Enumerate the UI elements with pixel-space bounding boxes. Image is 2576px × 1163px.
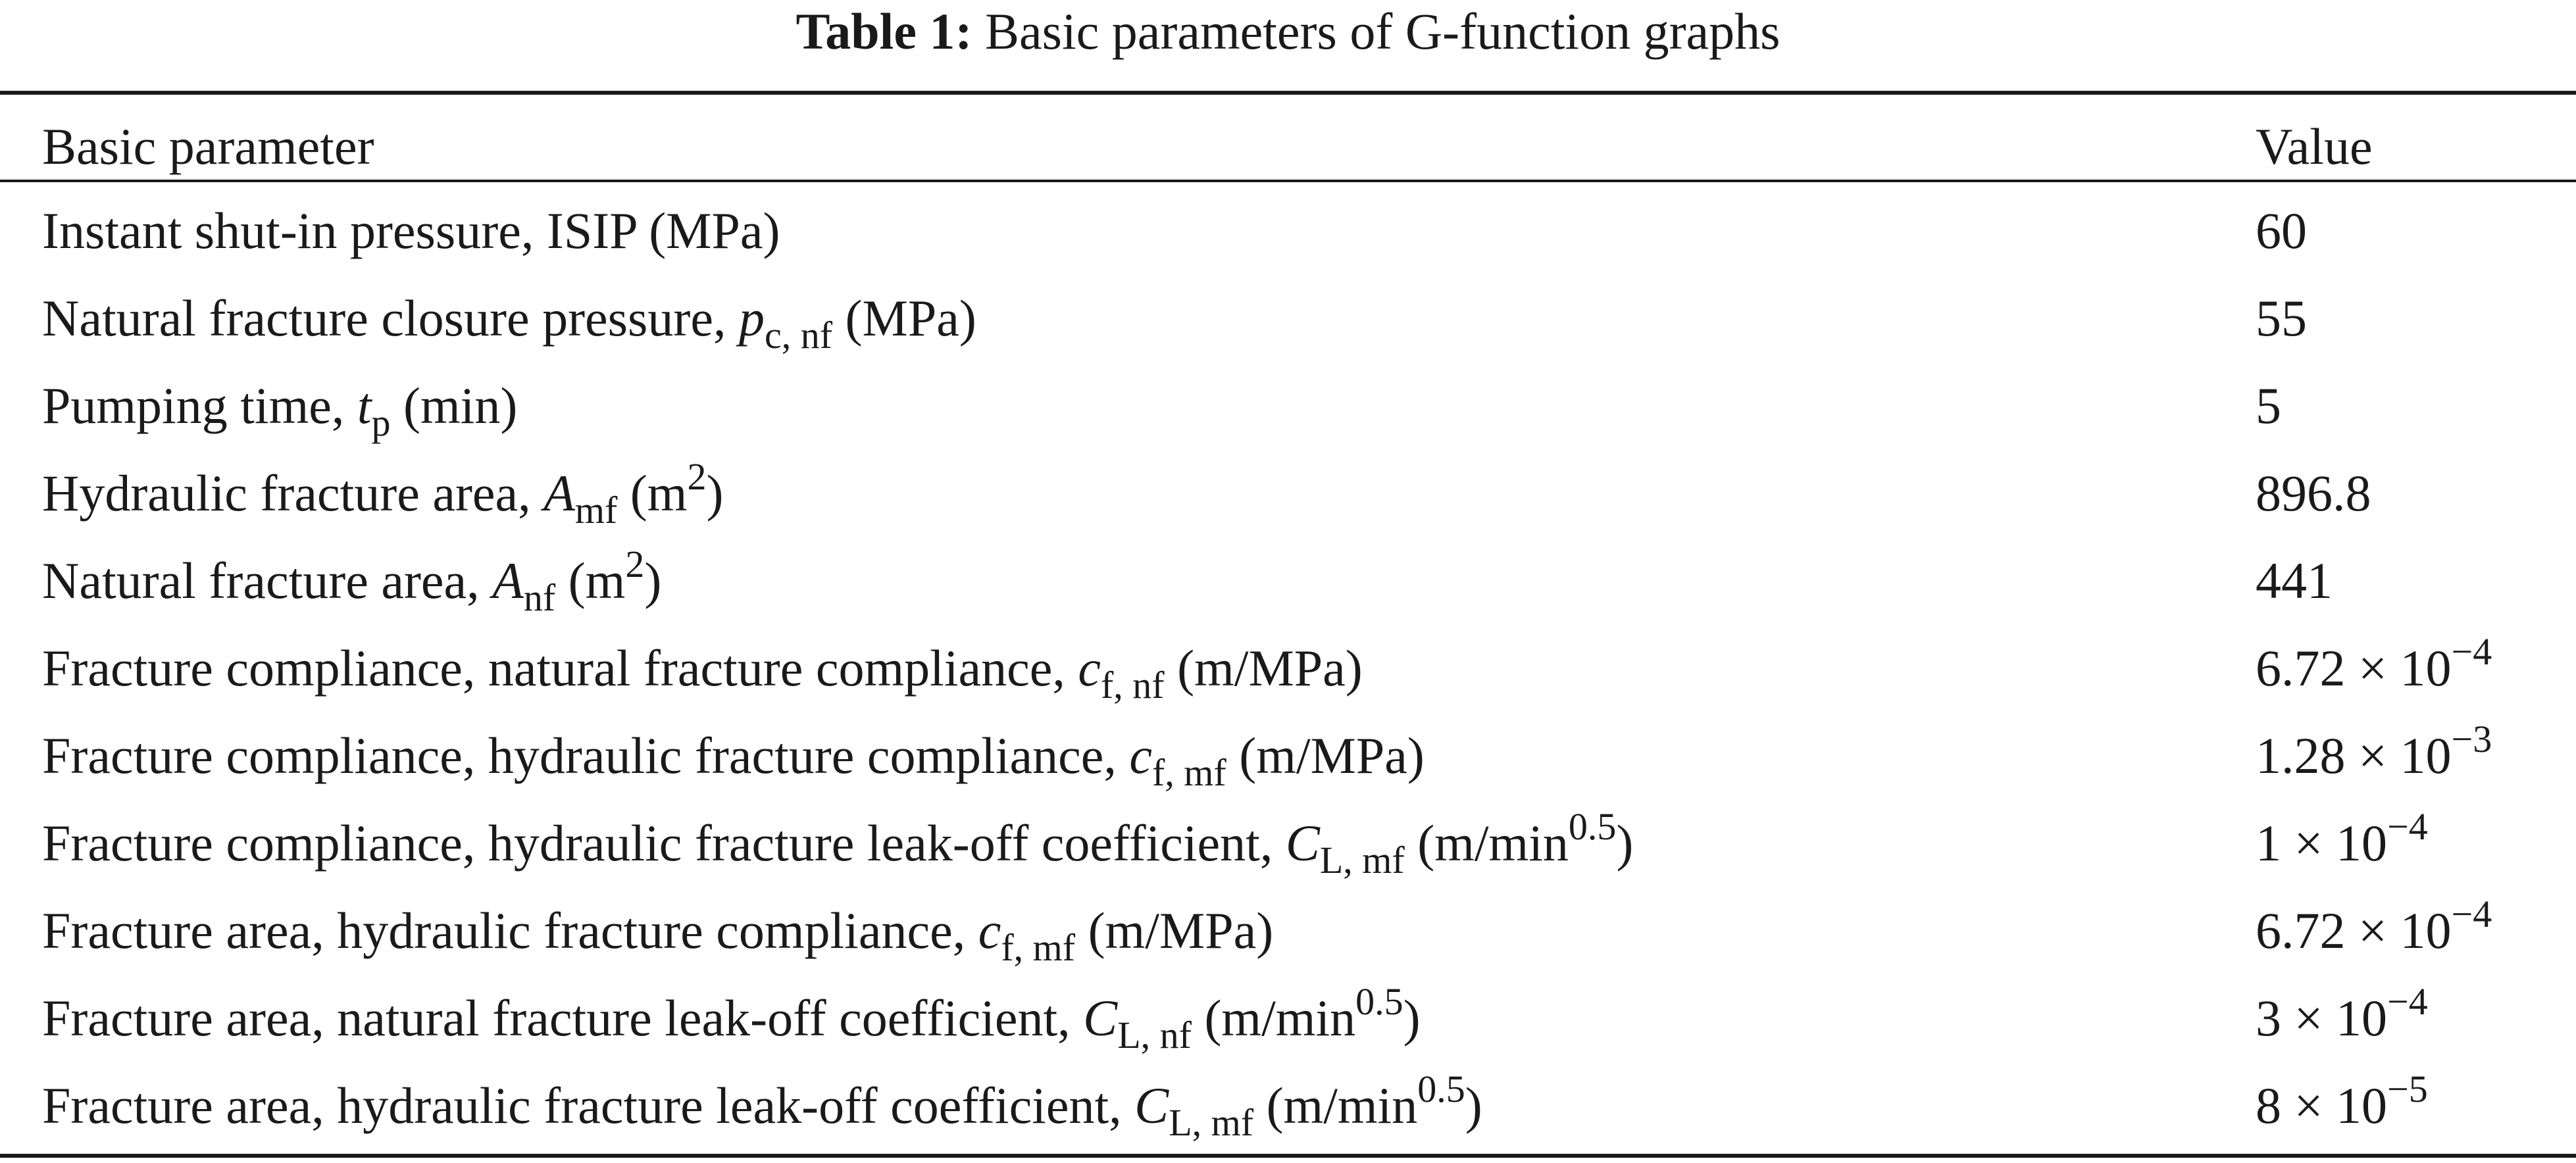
table-row — [0, 1061, 2576, 1151]
table-bottom-rule — [0, 1154, 2576, 1158]
table-row — [0, 274, 2576, 363]
value-exponent: −4 — [2451, 893, 2492, 936]
parameter-cell — [42, 361, 517, 451]
value-cell: 896.8 — [2256, 464, 2371, 522]
parameter-unit: (m — [568, 552, 626, 609]
parameter-text: Instant shut-in pressure, ISIP — [42, 202, 636, 259]
parameter-unit: (m/min — [1266, 1077, 1418, 1134]
parameter-symbol-subscript: nf — [523, 576, 556, 619]
parameter-unit-close: ) — [706, 464, 724, 522]
parameter-unit-close: ) — [644, 552, 662, 609]
parameter-cell — [42, 274, 976, 363]
parameter-text: Fracture compliance, natural fracture compliance, — [42, 639, 1065, 697]
value-cell: 55 — [2256, 289, 2307, 347]
parameter-symbol: c — [1129, 727, 1152, 784]
value-cell — [2256, 799, 2428, 888]
parameter-symbol: c — [978, 902, 1001, 959]
value-cell: 5 — [2256, 377, 2281, 434]
table-header-row — [0, 102, 2576, 191]
parameter-text: Fracture area, hydraulic fracture leak-off coefficient, — [42, 1077, 1122, 1134]
parameter-text: Hydraulic fracture area, — [42, 464, 531, 522]
table-row — [0, 711, 2576, 801]
parameter-unit: (min) — [403, 377, 518, 434]
value-cell — [2256, 1061, 2428, 1151]
value-cell — [2256, 711, 2492, 801]
table-row — [0, 799, 2576, 888]
value-mantissa: 6.72 × 10 — [2256, 639, 2452, 697]
parameter-unit: (m/min — [1204, 989, 1356, 1047]
parameter-symbol: A — [543, 464, 575, 522]
parameter-text: Natural fracture closure pressure, — [42, 289, 726, 347]
table-caption-label: Table 1: — [796, 3, 972, 60]
parameter-unit: (m — [630, 464, 688, 522]
value-cell — [2256, 974, 2428, 1063]
table-row — [0, 974, 2576, 1063]
parameter-symbol-subscript: mf — [574, 488, 618, 532]
parameter-symbol: A — [492, 552, 524, 609]
parameter-symbol-subscript: c, nf — [764, 313, 833, 357]
parameter-unit-superscript: 2 — [625, 543, 645, 586]
parameter-symbol: t — [357, 377, 372, 434]
parameter-cell — [42, 624, 1363, 713]
parameter-symbol: c — [1078, 639, 1101, 697]
parameter-cell — [42, 711, 1425, 801]
parameter-cell — [42, 799, 1633, 888]
table-row — [0, 186, 2576, 276]
parameter-unit-superscript: 0.5 — [1417, 1068, 1465, 1111]
value-mantissa: 1.28 × 10 — [2256, 727, 2452, 784]
value-mantissa: 1 × 10 — [2256, 814, 2387, 872]
value-exponent: −4 — [2387, 805, 2428, 849]
parameter-symbol-subscript: L, mf — [1169, 1101, 1254, 1144]
value-exponent: −5 — [2387, 1068, 2428, 1111]
parameter-symbol: C — [1285, 814, 1320, 872]
table-row — [0, 361, 2576, 451]
parameter-symbol-subscript: L, mf — [1319, 838, 1405, 881]
parameter-cell — [42, 186, 780, 276]
column-header-value: Value — [2256, 118, 2373, 175]
parameter-cell — [42, 886, 1273, 976]
value-mantissa: 6.72 × 10 — [2256, 902, 2452, 959]
parameter-text: Fracture compliance, hydraulic fracture compliance, — [42, 727, 1117, 784]
value-cell — [2256, 886, 2492, 976]
parameter-cell — [42, 449, 723, 538]
parameter-symbol: p — [738, 289, 765, 347]
parameter-unit-close: ) — [1616, 814, 1634, 872]
table-top-rule — [0, 91, 2576, 95]
parameter-cell — [42, 1061, 1482, 1151]
table-caption — [0, 0, 2576, 62]
parameter-unit-close: ) — [1465, 1077, 1482, 1134]
parameter-text: Fracture area, natural fracture leak-off coefficient, — [42, 989, 1071, 1047]
parameter-symbol-subscript: L, nf — [1117, 1013, 1192, 1056]
parameter-unit: (m/MPa) — [1239, 727, 1425, 784]
value-exponent: −3 — [2451, 718, 2492, 761]
parameter-cell — [42, 974, 1421, 1063]
table-row — [0, 449, 2576, 538]
parameter-text: Fracture compliance, hydraulic fracture leak-off coefficient, — [42, 814, 1273, 872]
parameter-symbol: C — [1083, 989, 1118, 1047]
table-row — [0, 886, 2576, 976]
parameter-unit: (m/MPa) — [1177, 639, 1363, 697]
parameter-symbol: C — [1134, 1077, 1169, 1134]
parameter-symbol-subscript: p — [371, 401, 391, 444]
parameter-symbol-subscript: f, nf — [1100, 663, 1165, 706]
value-cell: 441 — [2256, 552, 2333, 609]
value-exponent: −4 — [2387, 980, 2428, 1024]
table-row — [0, 624, 2576, 713]
parameter-unit-superscript: 0.5 — [1568, 805, 1617, 849]
parameter-unit-close: ) — [1403, 989, 1421, 1047]
value-mantissa: 3 × 10 — [2256, 989, 2387, 1047]
table-header-rule — [0, 180, 2576, 182]
parameter-unit: (m/MPa) — [1088, 902, 1274, 959]
parameter-unit-superscript: 0.5 — [1355, 980, 1403, 1024]
value-exponent: −4 — [2451, 630, 2492, 674]
parameter-symbol-subscript: f, mf — [1001, 926, 1076, 969]
column-header-parameter: Basic parameter — [42, 118, 374, 175]
parameter-unit-superscript: 2 — [687, 455, 707, 499]
parameter-unit: (MPa) — [845, 289, 976, 347]
parameter-cell — [42, 536, 661, 626]
parameter-text: Fracture area, hydraulic fracture compliance, — [42, 902, 966, 959]
parameter-symbol-subscript: f, mf — [1151, 751, 1226, 794]
parameter-unit: (m/min — [1417, 814, 1569, 872]
value-cell — [2256, 624, 2492, 713]
parameter-text: Natural fracture area, — [42, 552, 480, 609]
parameter-unit: (MPa) — [649, 202, 780, 259]
value-cell: 60 — [2256, 202, 2307, 259]
parameter-text: Pumping time, — [42, 377, 345, 434]
table-row — [0, 536, 2576, 626]
table-caption-title: Basic parameters of G-function graphs — [984, 3, 1780, 60]
value-mantissa: 8 × 10 — [2256, 1077, 2387, 1134]
